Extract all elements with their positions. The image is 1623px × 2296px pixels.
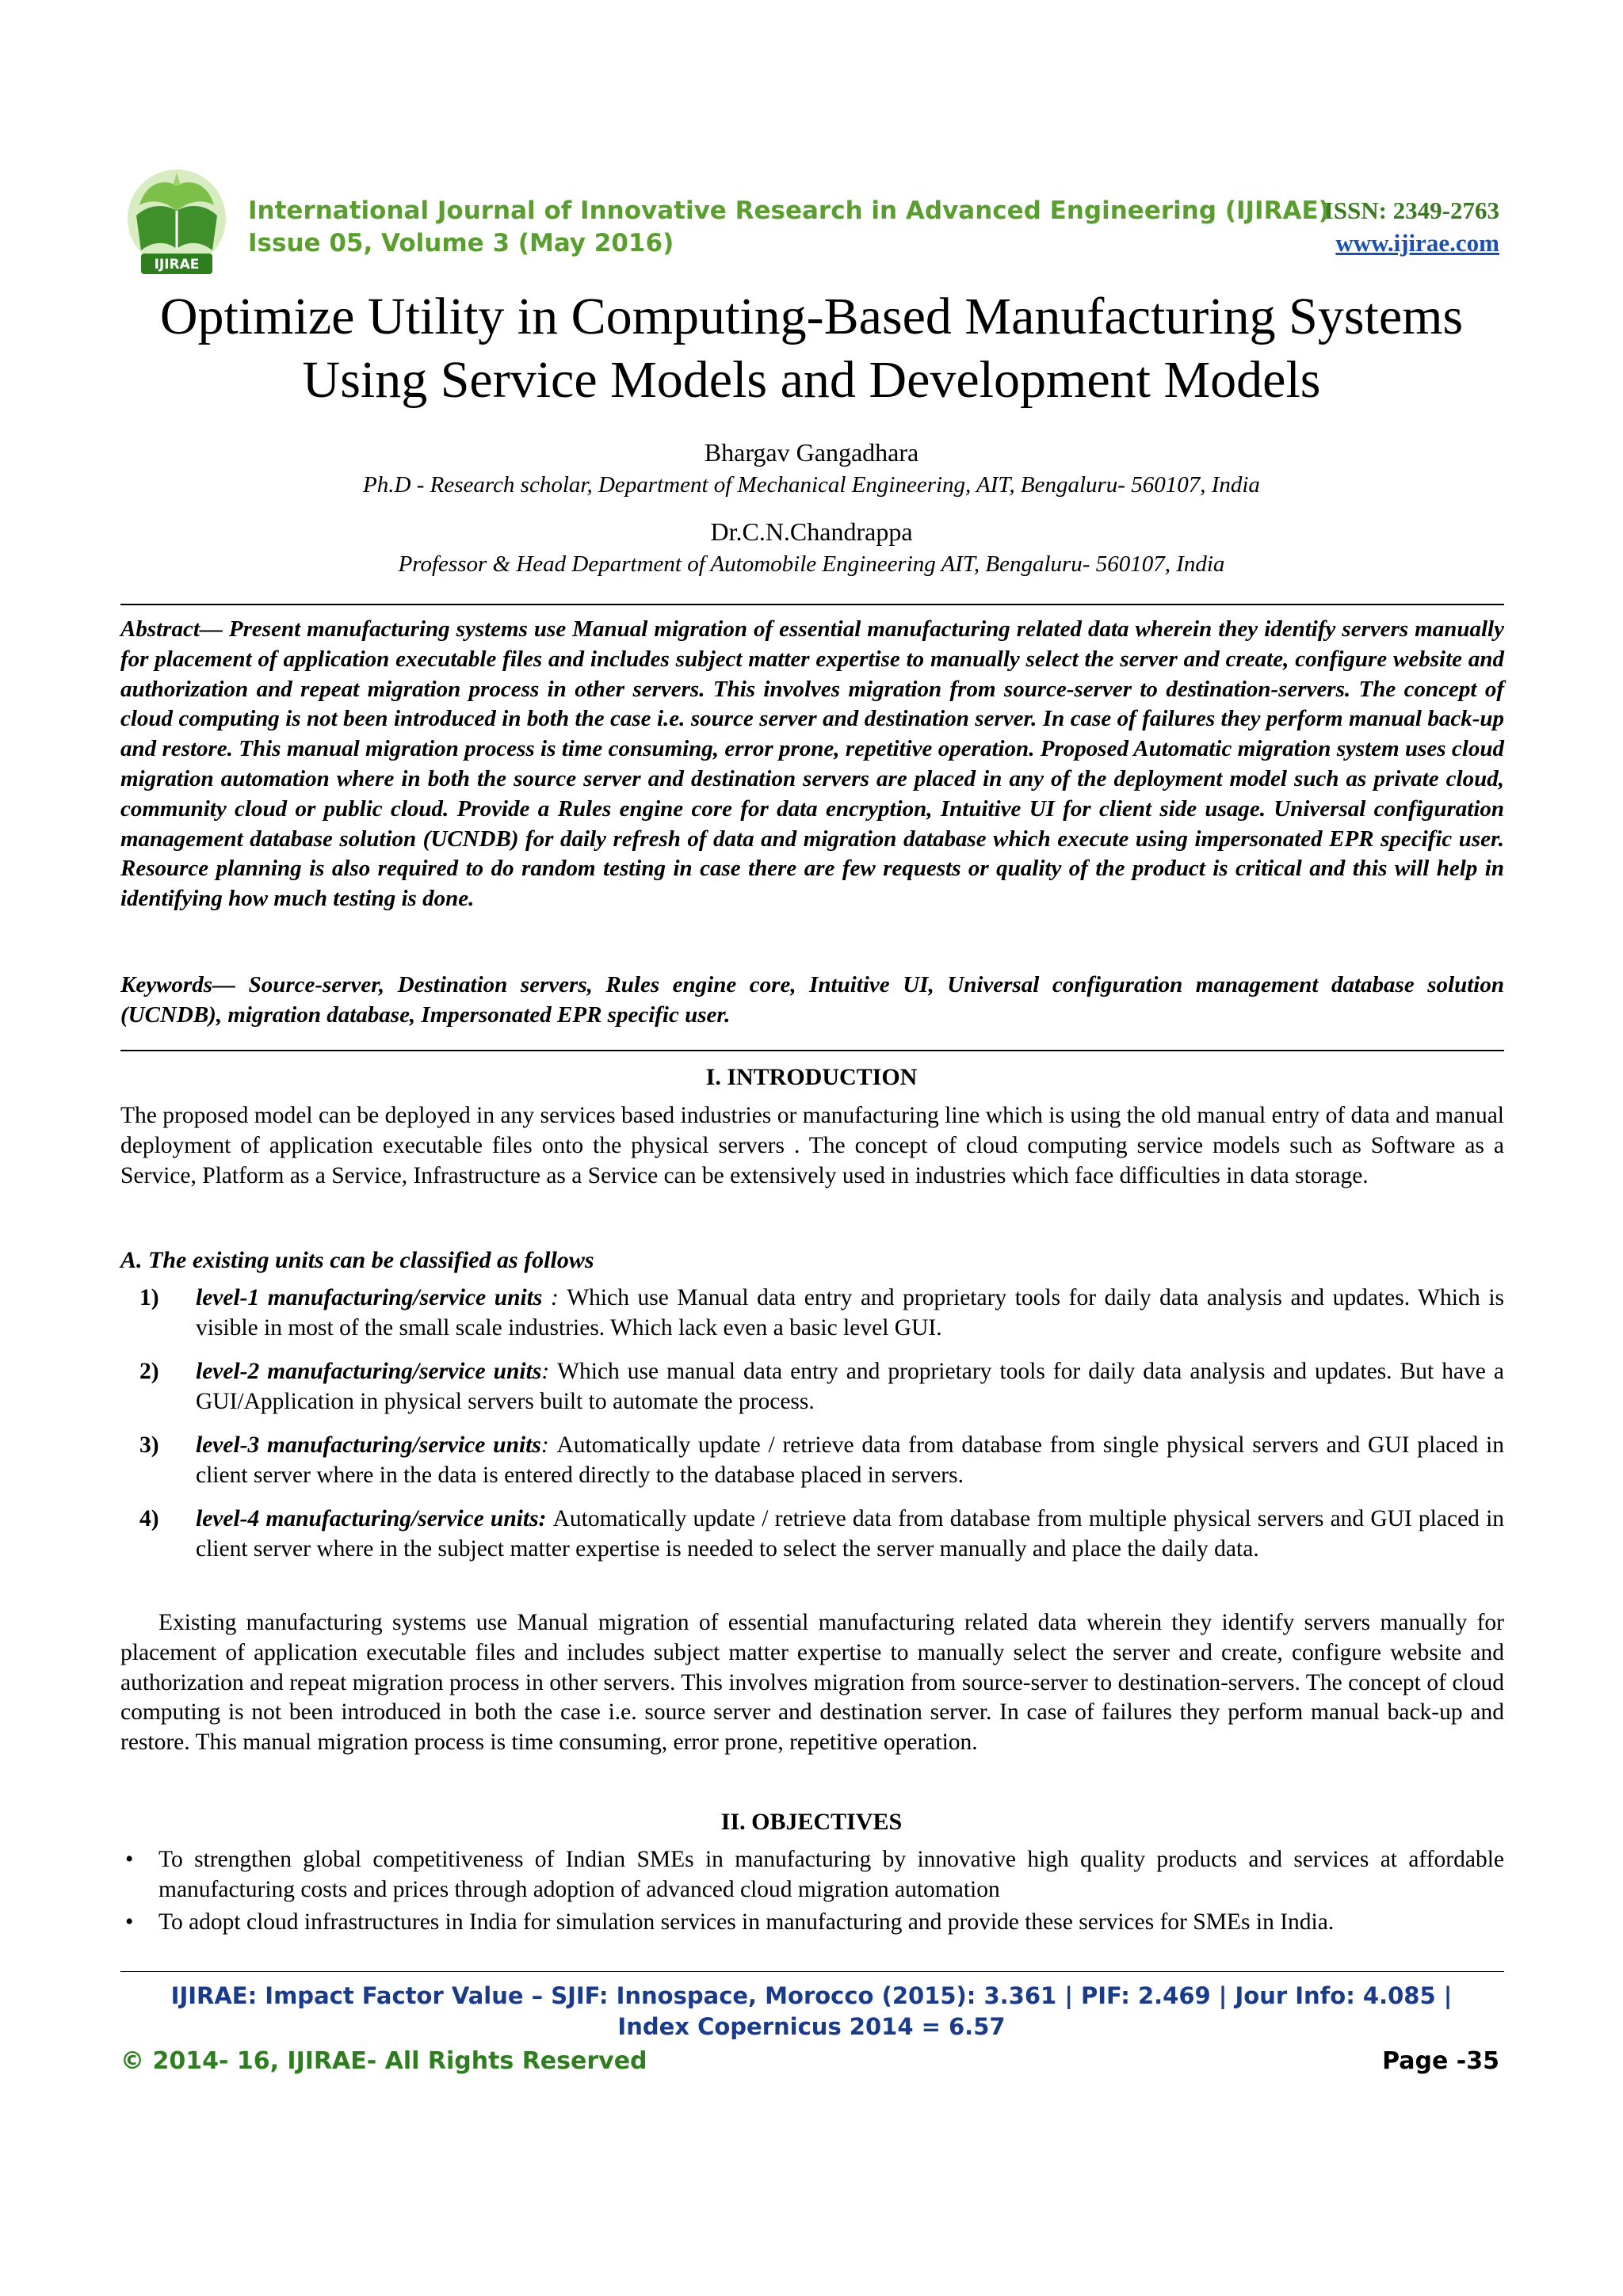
list-item-lead: level-1 manufacturing/service units: [196, 1285, 543, 1310]
bullet-text: To adopt cloud infrastructures in India for simulation services in manufacturing and provide these services for SMEs in India.: [158, 1909, 1335, 1935]
list-item-lead: level-4 manufacturing/service units:: [196, 1506, 547, 1531]
journal-issue: Issue 05, Volume 3 (May 2016): [248, 229, 674, 257]
author-name-1: Bhargav Gangadhara: [704, 438, 919, 467]
list-item-text: Automatically update / retrieve data from database from single physical servers and GUI placed in client server where in the data is entered directly to the database placed in servers.: [196, 1432, 1504, 1488]
list-item: [120, 1505, 1504, 1565]
list-item-lead: level-2 manufacturing/service units: [196, 1359, 542, 1384]
list-item-number: 1): [139, 1285, 159, 1310]
journal-logo: [117, 162, 236, 280]
author-name-2: Dr.C.N.Chandrappa: [710, 517, 913, 546]
list-item-lead: level-3 manufacturing/service units: [196, 1432, 541, 1458]
list-item-number: 4): [139, 1506, 159, 1531]
journal-website-link[interactable]: www.ijirae.com: [1335, 229, 1499, 257]
bullet-icon: •: [125, 1909, 134, 1935]
bullet-icon: •: [125, 1847, 134, 1872]
divider-top: [120, 604, 1504, 605]
abstract-label: Abstract—: [120, 616, 223, 642]
footer-divider: [120, 1971, 1504, 1972]
abstract: [120, 615, 1504, 914]
intro-paragraph: The proposed model can be deployed in any services based industries or manufacturing line which is using the old manual entry of data and manual deployment of application executable files onto the physical servers . The concept of cloud computing service models such as Software as a Service, Platform as a Service, Infrastructure as a Service can be extensively used in industries which face difficulties in data storage.: [120, 1103, 1504, 1188]
open-book-leaves-logo-icon: [117, 162, 236, 280]
list-item-text: Which use Manual data entry and proprietary tools for daily data analysis and updates. Which is visible in most of the small scale industries. Which lack even a basic level GUI.: [196, 1285, 1504, 1341]
keywords: [120, 971, 1504, 1031]
intro-paragraph-2: Existing manufacturing systems use Manual migration of essential manufacturing related data wherein they identify servers manually for placement of application executable files and includes subject matter expertise to manually select the server and create, configure website and authorization and repeat migration process in other servers. This involves migration from source-server to destination-servers. The concept of cloud computing is not been introduced in both the case i.e. source server and destination server. In case of failures they perform manual back-up and restore. This manual migration process is time consuming, error prone, repetitive operation.: [120, 1610, 1504, 1756]
footer-copyright: © 2014- 16, IJIRAE- All Rights Reserved: [120, 2047, 647, 2075]
logo-text: IJIRAE: [154, 257, 200, 273]
list-item: [120, 1431, 1504, 1491]
issn: ISSN: 2349-2763: [1323, 196, 1499, 224]
page-number: Page -35: [1382, 2047, 1499, 2075]
list-item-separator: [546, 1506, 552, 1531]
list-item-separator: :: [541, 1359, 558, 1384]
list-item: [120, 1357, 1504, 1417]
list-item: [120, 1908, 1504, 1938]
list-item-number: 3): [139, 1432, 159, 1458]
list-item-separator: :: [542, 1285, 567, 1310]
keywords-label: Keywords—: [120, 972, 235, 997]
list-item-text: Automatically update / retrieve data from database from multiple physical servers and GUI placed in client server where in the subject matter expertise is needed to select the server manually and place the daily data.: [196, 1506, 1505, 1562]
footer-impact-line-1: IJIRAE: Impact Factor Value – SJIF: Innospace, Morocco (2015): 3.361 | PIF: 2.469 | Jour Info: 4.085 |: [170, 1982, 1453, 2009]
journal-title: International Journal of Innovative Research in Advanced Engineering (IJIRAE): [248, 196, 1330, 225]
bullet-text: To strengthen global competitiveness of Indian SMEs in manufacturing by innovative high quality products and services at affordable manufacturing costs and prices through adoption of advanced cloud migration automation: [158, 1847, 1504, 1902]
paper-title-line-2: Using Service Models and Development Models: [302, 351, 1321, 409]
list-item: [120, 1283, 1504, 1344]
author-affiliation-2: Professor & Head Department of Automobile Engineering AIT, Bengaluru- 560107, India: [398, 551, 1225, 577]
author-affiliation-1: Ph.D - Research scholar, Department of Mechanical Engineering, AIT, Bengaluru- 560107, India: [363, 472, 1260, 498]
list-item-text: Which use manual data entry and proprietary tools for daily data analysis and updates. But have a GUI/Application in physical servers built to automate the process.: [196, 1359, 1504, 1414]
footer-impact-line-2: Index Copernicus 2014 = 6.57: [617, 2013, 1006, 2040]
abstract-text: Present manufacturing systems use Manual migration of essential manufacturing related data wherein they identify servers manually for placement of application executable files and includes subject matter expertise to manually select the server and create, configure website and authorization and repeat migration process in other servers. This involves migration from source-server to destination-servers. The concept of cloud computing is not been introduced in both the case i.e. source server and destination server. In case of failures they perform manual back-up and restore. This manual migration process is time consuming, error prone, repetitive operation. Proposed Automatic migration system uses cloud migration automation where in both the source server and destination servers are placed in any of the deployment model such as private cloud, community cloud or public cloud. Provide a Rules engine core for data encryption, Intuitive UI for client side usage. Universal configuration management database solution (UCNDB) for daily refresh of data and migration database which execute using impersonated EPR specific user. Resource planning is also required to do random testing in case there are few requests or quality of the product is critical and this will help in identifying how much testing is done.: [120, 616, 1504, 912]
paper-title-line-1: Optimize Utility in Computing-Based Manufacturing Systems: [159, 288, 1464, 345]
section-heading-introduction: I. INTRODUCTION: [705, 1064, 918, 1090]
subsection-heading-units: A. The existing units can be classified as follows: [120, 1247, 594, 1273]
keywords-text: Source-server, Destination servers, Rules engine core, Intuitive UI, Universal configuration management database solution (UCNDB), migration database, Impersonated EPR specific user.: [120, 972, 1504, 1028]
list-item: [120, 1845, 1504, 1905]
divider-bottom: [120, 1050, 1504, 1051]
list-item-separator: :: [540, 1432, 557, 1458]
section-heading-objectives: II. OBJECTIVES: [720, 1809, 903, 1835]
list-item-number: 2): [139, 1359, 159, 1384]
